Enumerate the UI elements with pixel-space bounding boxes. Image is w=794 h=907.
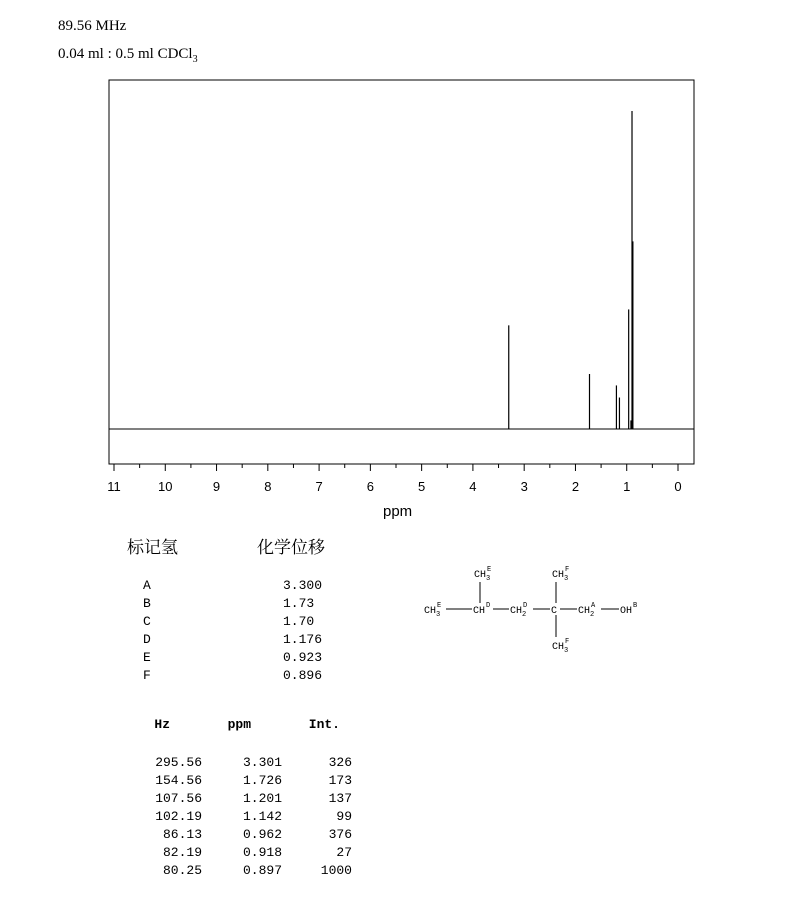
table-row: [140, 773, 352, 791]
header-ppm: ppm: [227, 717, 251, 732]
x-tick-label: 4: [469, 479, 477, 494]
struct-label-e-top: E: [487, 566, 492, 574]
assignment-shift: 1.176: [283, 632, 323, 647]
struct-ch3-left: $CH_3$: [424, 606, 441, 619]
struct-ch3-bottom: $CH_3$: [552, 642, 569, 655]
x-tick-label: 11: [107, 479, 121, 494]
struct-oh: OH: [620, 606, 633, 617]
cell-hz: 80.25: [162, 863, 202, 878]
assignment-shift: 0.923: [283, 650, 323, 665]
struct-label-f-bottom: F: [565, 638, 570, 646]
struct-ch3-top-right: $CH_3$: [552, 570, 569, 583]
assignment-label: F: [143, 668, 151, 683]
cell-ppm: 1.726: [242, 773, 282, 788]
assignment-shift: 1.70: [283, 614, 315, 629]
struct-ch: CH: [473, 606, 486, 617]
header-hz: Hz: [154, 717, 170, 732]
assignment-shift: 0.896: [283, 668, 323, 683]
table-row: [140, 809, 352, 827]
assignment-shift: 3.300: [283, 578, 323, 593]
cell-ppm: 0.897: [242, 863, 282, 878]
assign-header-label: 标记氢: [127, 538, 178, 558]
cell-int: 1000: [320, 863, 352, 878]
assignment-label: A: [143, 578, 151, 593]
x-tick-label: 7: [315, 479, 323, 494]
struct-label-e-left: E: [437, 602, 442, 610]
assignment-label: E: [143, 650, 151, 665]
cell-int: 99: [336, 809, 352, 824]
x-tick-label: 8: [264, 479, 272, 494]
assignment-row: [143, 614, 322, 632]
cell-int: 173: [328, 773, 352, 788]
assignment-row: [143, 596, 322, 614]
cell-int: 376: [328, 827, 352, 842]
assignment-row: [143, 632, 322, 650]
x-axis-ticks: [107, 464, 681, 494]
peak-table: [140, 717, 352, 881]
assignment-shift: 1.73: [283, 596, 315, 611]
struct-label-a: A: [591, 602, 596, 610]
plot-frame: [109, 80, 694, 464]
assignment-row: [143, 668, 322, 686]
cell-hz: 154.56: [155, 773, 202, 788]
x-tick-label: 2: [571, 479, 580, 494]
x-tick-label: 10: [158, 479, 173, 494]
x-tick-label: 6: [366, 479, 374, 494]
table-row: [140, 863, 352, 881]
x-tick-label: 9: [212, 479, 221, 494]
cell-int: 326: [328, 755, 352, 770]
x-tick-label: 1: [623, 479, 631, 494]
cell-ppm: 1.201: [242, 791, 282, 806]
cell-hz: 82.19: [162, 845, 202, 860]
assign-header-shift: 化学位移: [257, 538, 325, 558]
struct-ch2-mid: $CH_2$: [510, 606, 527, 619]
assignment-label: D: [143, 632, 151, 647]
cell-int: 137: [328, 791, 352, 806]
cell-hz: 107.56: [155, 791, 202, 806]
struct-ch2-end: $CH_2$: [578, 606, 595, 619]
struct-label-d-ch: D: [486, 602, 491, 610]
struct-label-b: B: [633, 602, 638, 610]
x-axis-label: ppm: [383, 503, 413, 520]
spectrum-peaks: [509, 111, 633, 429]
sample-text: 0.04 ml : 0.5 ml CDCl: [58, 46, 193, 62]
cell-int: 27: [336, 845, 352, 860]
structure-diagram: [420, 560, 650, 660]
struct-label-d-ch2: D: [523, 602, 528, 610]
assignment-label: B: [143, 596, 151, 611]
assignment-label: C: [143, 614, 151, 629]
cell-ppm: 1.142: [242, 809, 282, 824]
cell-ppm: 3.301: [242, 755, 282, 770]
assignment-row: [143, 650, 322, 668]
struct-ch3-top-left: $CH_3$: [474, 570, 491, 583]
table-row: [140, 827, 352, 845]
struct-quaternary-c: C: [551, 606, 558, 617]
peak-table-header: [140, 717, 352, 735]
table-row: [140, 845, 352, 863]
spectrometer-frequency: 89.56 MHz: [58, 18, 127, 34]
table-row: [140, 755, 352, 773]
table-row: [140, 791, 352, 809]
x-tick-label: 5: [418, 479, 426, 494]
sample-subscript: 3: [192, 54, 198, 65]
cell-hz: 102.19: [155, 809, 202, 824]
x-tick-label: 0: [674, 479, 682, 494]
x-tick-label: 3: [520, 479, 528, 494]
header-int: Int.: [308, 717, 340, 732]
assignment-row: [143, 578, 322, 596]
cell-ppm: 0.918: [242, 845, 282, 860]
struct-label-f-top: F: [565, 566, 570, 574]
assignment-list: [143, 578, 322, 686]
cell-hz: 295.56: [155, 755, 202, 770]
cell-ppm: 0.962: [242, 827, 282, 842]
cell-hz: 86.13: [162, 827, 202, 842]
